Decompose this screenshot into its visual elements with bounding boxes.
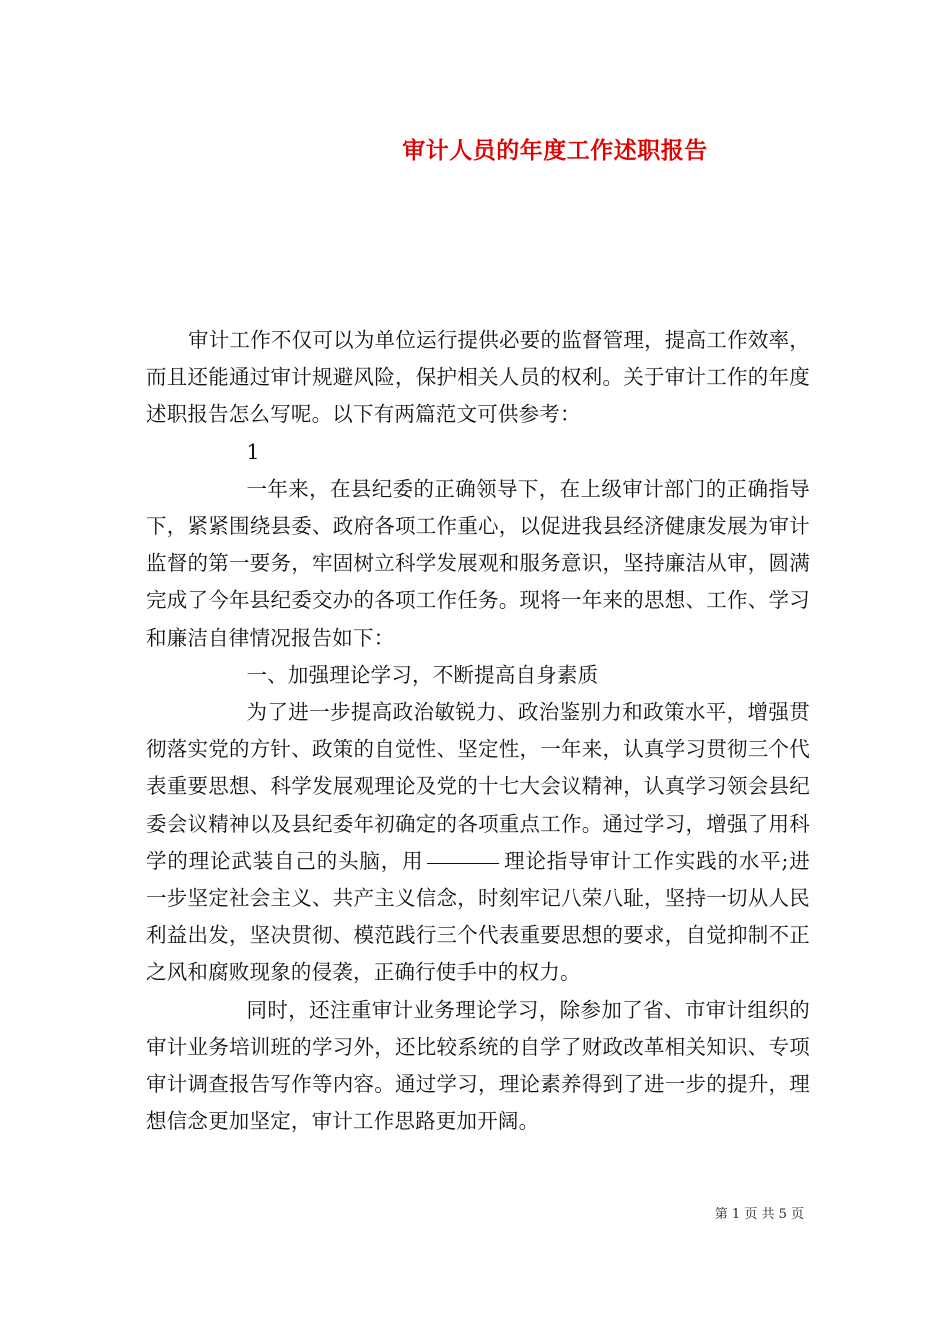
paragraph-2-part-1: 为了进一步提高政治敏锐力、政治鉴别力和政策水平，增强贯彻落实党的方针、政策的自觉性、坚定性，一年来，认真学习贯彻三个代表重要思想、科学发展观理论及党的十七大会议精神，认真学习领会县纪委会议精神以及县纪委年初确定的各项重点工作。通过学习，增强了用科学的理论武装自己的头脑，用 <box>146 700 810 873</box>
intro-paragraph: 审计工作不仅可以为单位运行提供必要的监督管理，提高工作效率，而且还能通过审计规避风险，保护相关人员的权利。关于审计工作的年度述职报告怎么写呢。以下有两篇范文可供参考： <box>146 328 810 427</box>
paragraph-1: 一年来，在县纪委的正确领导下，在上级审计部门的正确指导下，紧紧围绕县委、政府各项工作重心，以促进我县经济健康发展为审计监督的第一要务，牢固树立科学发展观和服务意识，坚持廉洁从审，圆满完成了今年县纪委交办的各项工作任务。现将一年来的思想、工作、学习和廉洁自律情况报告如下： <box>146 476 810 650</box>
document-body <box>146 322 810 1140</box>
fill-in-blank <box>427 862 499 864</box>
document-title: 审计人员的年度工作述职报告 <box>402 137 708 164</box>
paragraph-2 <box>146 694 810 992</box>
paragraph-3: 同时，还注重审计业务理论学习，除参加了省、市审计组织的审计业务培训班的学习外，还比较系统的自学了财政改革相关知识、专项审计调查报告写作等内容。通过学习，理论素养得到了进一步的提升，理想信念更加坚定，审计工作思路更加开阔。 <box>146 997 810 1134</box>
section-number: 1 <box>246 439 260 464</box>
section-heading-1: 一、加强理论学习，不断提高自身素质 <box>246 662 599 687</box>
page-footer: 第 1 页 共 5 页 <box>714 1207 804 1222</box>
paragraph-2-part-2: 理论指导审计工作实践的水平;进一步坚定社会主义、共产主义信念，时刻牢记八荣八耻，坚持一切从人民利益出发，坚决贯彻、模范践行三个代表重要思想的要求，自觉抑制不正之风和腐败现象的侵袭，正确行使手中的权力。 <box>146 848 810 985</box>
